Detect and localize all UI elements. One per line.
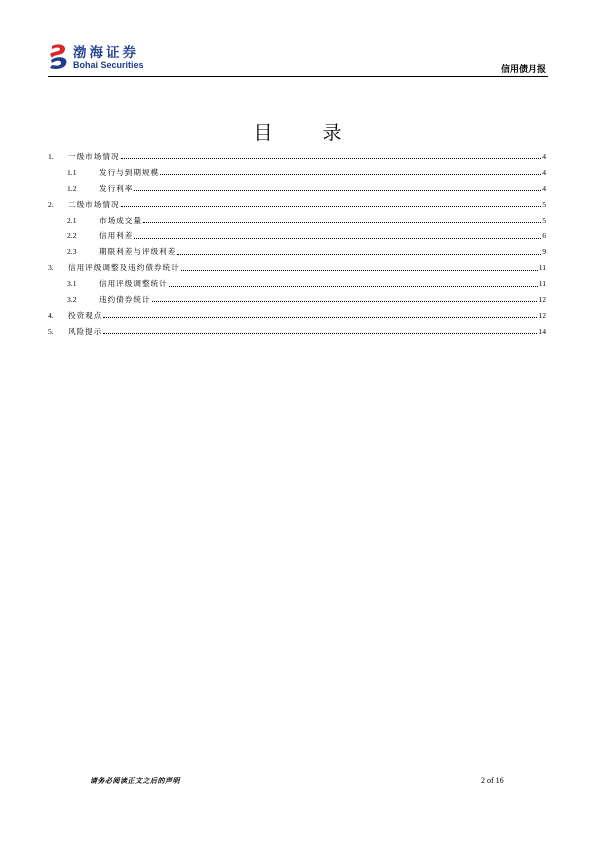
toc-entry[interactable] [48, 276, 546, 292]
report-type-label: 信用债月报 [500, 65, 546, 75]
toc-entry-number: 1.2 [67, 183, 77, 193]
table-of-contents [48, 149, 546, 340]
logo-mark-icon [48, 42, 70, 72]
toc-entry-number: 2.2 [67, 231, 77, 241]
toc-entry-label: 市场成交量 [99, 215, 142, 225]
toc-leader-dots [121, 158, 542, 159]
toc-entry[interactable] [48, 308, 546, 324]
logo-english-text: Bohai Securities [73, 60, 144, 70]
toc-entry[interactable] [48, 244, 546, 260]
toc-entry-number: 1. [48, 152, 54, 161]
toc-title: 目 录 [253, 122, 364, 144]
toc-entry[interactable] [48, 181, 546, 197]
toc-entry[interactable] [48, 149, 546, 165]
toc-leader-dots [143, 222, 541, 223]
toc-leader-dots [177, 254, 541, 255]
page-footer [0, 776, 595, 790]
toc-entry-page: 5 [542, 199, 546, 209]
toc-entry[interactable] [48, 165, 546, 181]
toc-entry-label: 风险提示 [68, 326, 103, 336]
toc-entry-label: 信用评级调整统计 [99, 279, 168, 289]
toc-leader-dots [121, 206, 542, 207]
toc-entry-page: 5 [542, 215, 546, 225]
toc-leader-dots [152, 301, 538, 302]
toc-leader-dots [134, 190, 541, 191]
toc-entry-number: 5. [48, 326, 54, 336]
toc-entry[interactable] [48, 228, 546, 244]
toc-entry-page: 11 [538, 263, 546, 273]
logo-chinese-text: 渤海证券 [73, 45, 139, 61]
toc-entry-label: 二级市场情况 [68, 199, 120, 209]
toc-entry[interactable] [48, 197, 546, 213]
toc-entry-label: 信用利差 [99, 231, 134, 241]
toc-entry-label: 发行与到期规模 [99, 167, 160, 177]
toc-entry-label: 一级市场情况 [68, 152, 120, 161]
toc-entry[interactable] [48, 260, 546, 276]
toc-leader-dots [160, 174, 541, 175]
toc-entry-number: 3. [48, 263, 54, 273]
toc-entry-label: 发行利率 [99, 183, 134, 193]
toc-leader-dots [103, 333, 537, 334]
toc-entry-label: 期限利差与评级利差 [99, 247, 177, 257]
toc-entry[interactable] [48, 292, 546, 308]
toc-entry-number: 2. [48, 199, 54, 209]
toc-entry-number: 4. [48, 310, 54, 320]
toc-leader-dots [103, 317, 537, 318]
toc-entry-label: 信用评级调整及违约债券统计 [68, 263, 180, 273]
toc-entry-page: 4 [542, 183, 546, 193]
page-number: 2 of 16 [481, 776, 504, 785]
header-divider [48, 76, 548, 77]
toc-entry-number: 3.1 [67, 279, 77, 289]
toc-entry-page: 4 [542, 167, 546, 177]
toc-entry-page: 4 [542, 152, 546, 161]
toc-entry-page: 6 [542, 231, 546, 241]
toc-leader-dots [134, 238, 541, 239]
disclaimer-text: 请务必阅读正文之后的声明 [90, 777, 180, 785]
toc-entry-page: 12 [538, 295, 546, 305]
toc-entry-page: 12 [538, 310, 546, 320]
company-logo [48, 40, 178, 74]
toc-entry-label: 投资观点 [68, 310, 103, 320]
toc-leader-dots [169, 286, 538, 287]
toc-entry[interactable] [48, 324, 546, 340]
toc-entry-number: 3.2 [67, 295, 77, 305]
toc-entry-label: 违约债券统计 [99, 295, 151, 305]
toc-leader-dots [181, 270, 538, 271]
toc-entry-page: 9 [542, 247, 546, 257]
toc-entry[interactable] [48, 213, 546, 229]
page-header [48, 40, 548, 78]
toc-entry-number: 2.3 [67, 247, 77, 257]
toc-entry-page: 14 [538, 326, 546, 336]
toc-entry-number: 1.1 [67, 167, 77, 177]
toc-entry-page: 11 [538, 279, 546, 289]
toc-entry-number: 2.1 [67, 215, 77, 225]
